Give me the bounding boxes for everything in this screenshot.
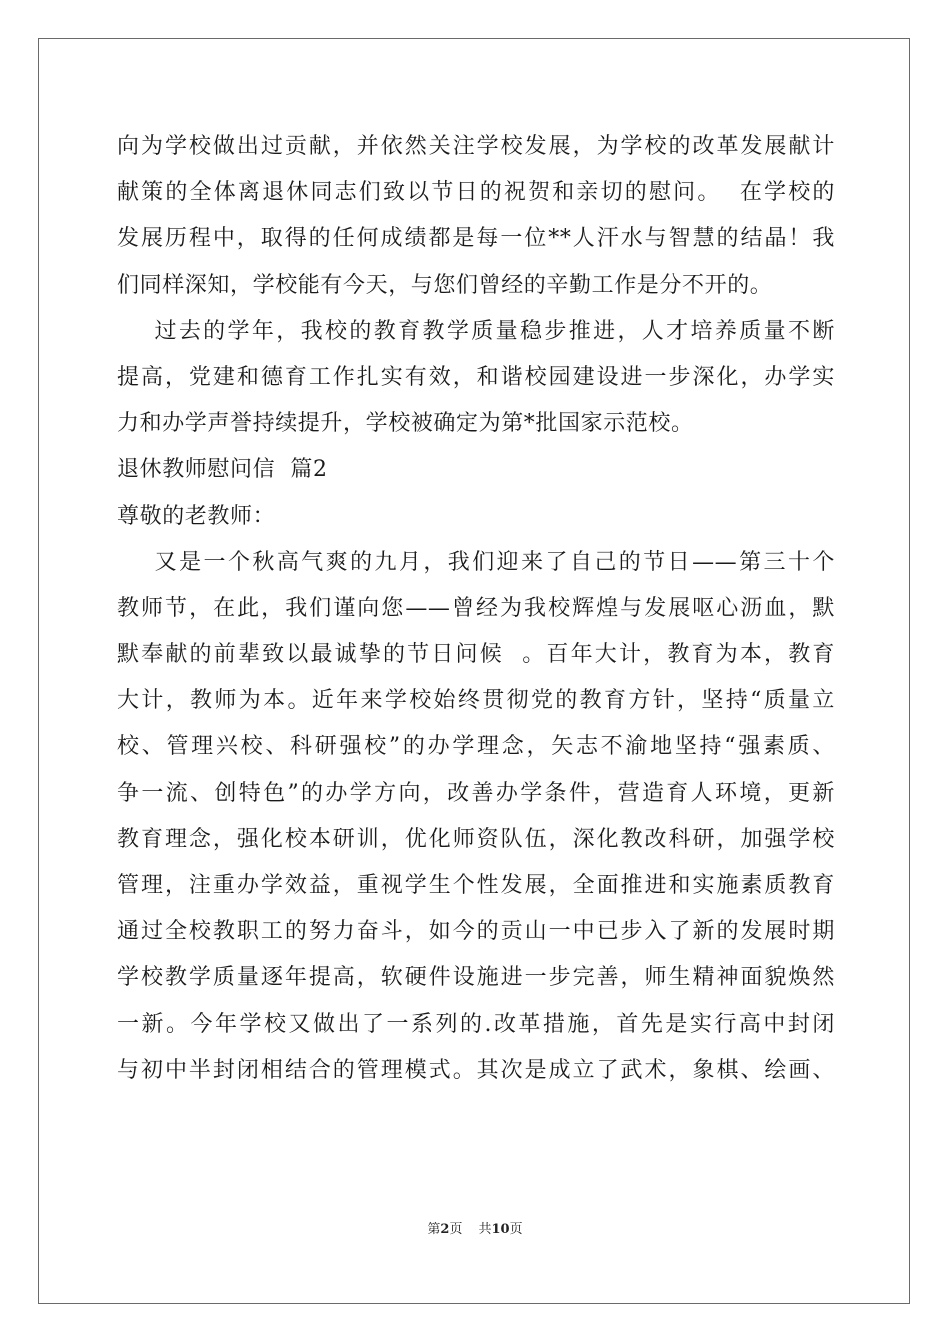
paragraph-first-line: 又是一个秋高气爽的九月，我们迎来了自己的节日——第三十个 <box>117 549 835 575</box>
text-line: 与初中半封闭相结合的管理模式。其次是成立了武术，象棋、绘画、 <box>117 1057 835 1083</box>
text-line: 力和办学声誉持续提升，学校被确定为第*批国家示范校。 <box>117 411 694 437</box>
text-line: 学校教学质量逐年提高，软硬件设施进一步完善，师生精神面貌焕然 <box>117 965 835 991</box>
text-line: 管理，注重办学效益，重视学生个性发展，全面推进和实施素质教育 <box>117 873 835 898</box>
document-body <box>117 124 835 1094</box>
total-suffix: 页 <box>509 1222 523 1237</box>
page-suffix: 页 <box>449 1222 463 1237</box>
text-line: 向为学校做出过贡献，并依然关注学校发展，为学校的改革发展献计 <box>117 134 835 159</box>
text-line: 教师节，在此，我们谨向您——曾经为我校辉煌与发展呕心沥血，默 <box>117 595 835 621</box>
section-heading: 退休教师慰问信 篇2 <box>117 457 328 483</box>
salutation: 尊敬的老教师： <box>117 503 276 529</box>
text-line: 献策的全体离退休同志们致以节日的祝贺和亲切的慰问。 在学校的 <box>117 180 835 206</box>
text-line: 争一流、创特色”的办学方向，改善办学条件，营造育人环境，更新 <box>117 780 835 806</box>
text-line: 大计，教师为本。近年来学校始终贯彻党的教育方针，坚持“质量立 <box>117 688 835 714</box>
text-line: 提高，党建和德育工作扎实有效，和谐校园建设进一步深化，办学实 <box>117 364 835 390</box>
page-footer <box>0 1218 950 1237</box>
text-line: 们同样深知，学校能有今天，与您们曾经的辛勤工作是分不开的。 <box>117 272 773 298</box>
text-line: 教育理念，强化校本研训，优化师资队伍，深化教改科研，加强学校 <box>117 826 835 852</box>
text-line: 通过全校教职工的努力奋斗，如今的贡山一中已步入了新的发展时期 <box>117 919 835 945</box>
total-pages: 10 <box>491 1222 510 1237</box>
page-number: 2 <box>440 1222 450 1237</box>
total-prefix: 共 <box>478 1222 492 1237</box>
paragraph-first-line: 过去的学年，我校的教育教学质量稳步推进，人才培养质量不断 <box>117 318 835 344</box>
text-line: 发展历程中，取得的任何成绩都是每一位**人汗水与智慧的结晶！我 <box>117 226 835 252</box>
text-line: 一新。今年学校又做出了一系列的.改革措施，首先是实行高中封闭 <box>117 1011 835 1037</box>
text-line: 校、管理兴校、科研强校”的办学理念，矢志不渝地坚持“强素质、 <box>117 734 835 760</box>
text-line: 默奉献的前辈致以最诚挚的节日问候 。百年大计，教育为本，教育 <box>117 642 835 668</box>
page-prefix: 第 <box>427 1222 441 1237</box>
